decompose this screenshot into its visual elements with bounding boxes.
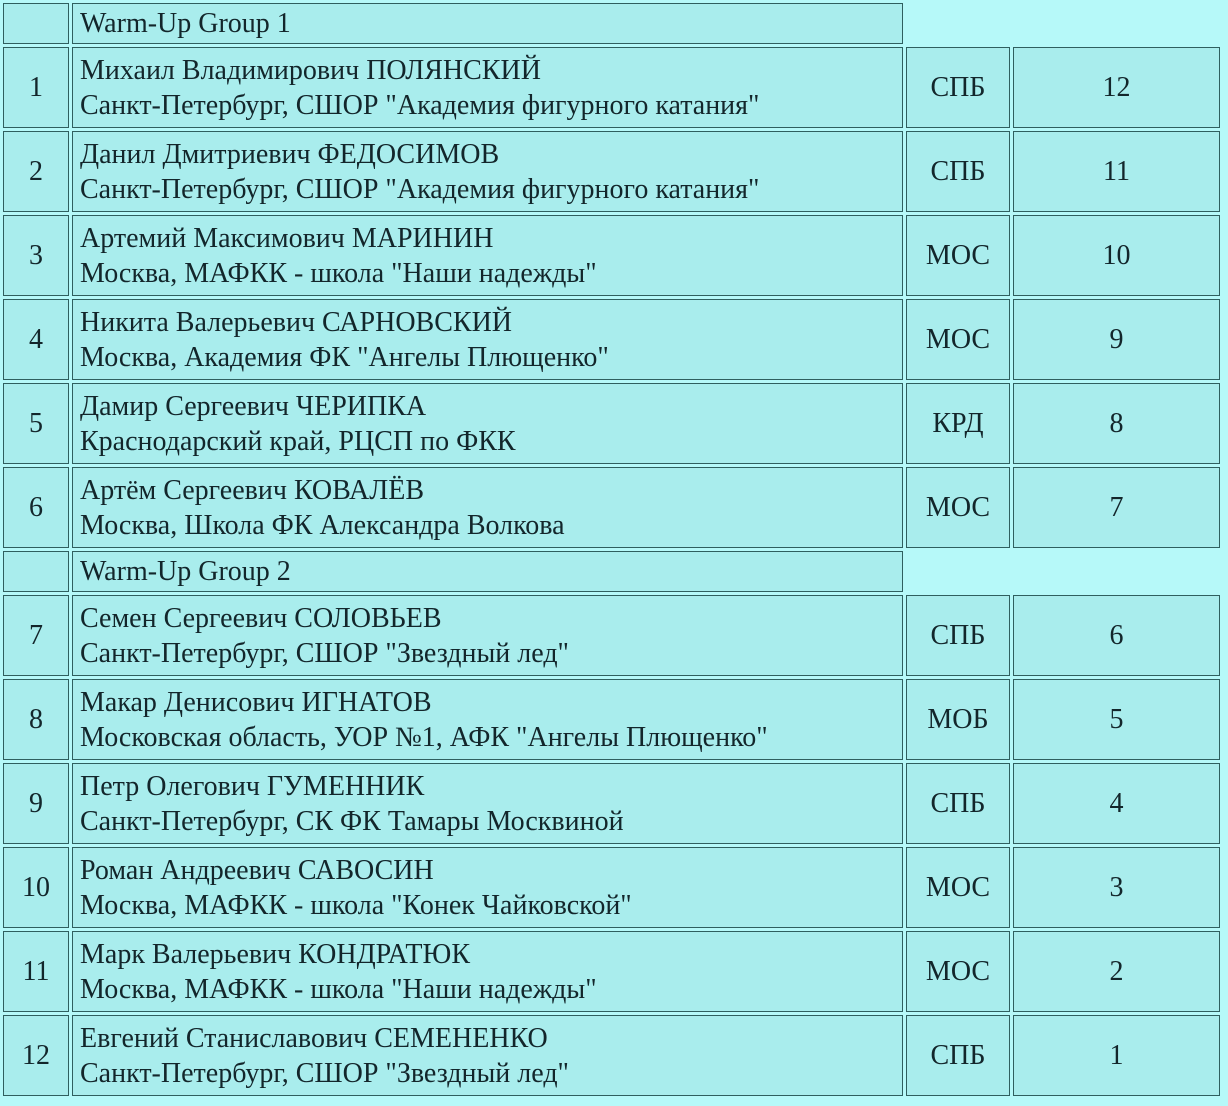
region-code: СПБ: [906, 131, 1010, 212]
skater-affiliation: Москва, МАФКК - школа "Конек Чайковской": [80, 889, 632, 921]
skater-row: [3, 467, 1220, 548]
row-number: 6: [3, 467, 69, 548]
start-number: 11: [1013, 131, 1220, 212]
skater-name: Семен Сергеевич СОЛОВЬЕВ: [80, 602, 442, 634]
skater-name: Никита Валерьевич САРНОВСКИЙ: [80, 306, 513, 338]
skater-cell: [72, 47, 903, 128]
start-number: 10: [1013, 215, 1220, 296]
skater-cell: [72, 847, 903, 928]
skater-affiliation: Санкт-Петербург, СШОР "Звездный лед": [80, 1057, 569, 1089]
skater-row: [3, 299, 1220, 380]
start-number: 9: [1013, 299, 1220, 380]
region-code: МОС: [906, 299, 1010, 380]
row-number: 10: [3, 847, 69, 928]
row-number: 3: [3, 215, 69, 296]
skater-cell: [72, 931, 903, 1012]
warmup-group-label: Warm-Up Group 1: [72, 3, 903, 44]
row-number: 11: [3, 931, 69, 1012]
skater-row: [3, 1015, 1220, 1096]
row-number: 12: [3, 1015, 69, 1096]
region-code: СПБ: [906, 763, 1010, 844]
region-code: СПБ: [906, 595, 1010, 676]
skater-affiliation: Москва, Школа ФК Александра Волкова: [80, 509, 565, 541]
start-number: 3: [1013, 847, 1220, 928]
start-order-table-body: [3, 3, 1220, 1096]
skater-cell: [72, 383, 903, 464]
skater-row: [3, 679, 1220, 760]
group-row-number-cell: [3, 3, 69, 44]
skater-row: [3, 47, 1220, 128]
skater-affiliation: Москва, Академия ФК "Ангелы Плющенко": [80, 341, 609, 373]
skater-cell: [72, 215, 903, 296]
warmup-group-header-row: [3, 551, 1220, 592]
skater-row: [3, 931, 1220, 1012]
row-number: 5: [3, 383, 69, 464]
skater-row: [3, 763, 1220, 844]
start-number: 12: [1013, 47, 1220, 128]
row-number: 7: [3, 595, 69, 676]
skater-affiliation: Санкт-Петербург, СШОР "Звездный лед": [80, 637, 569, 669]
start-number: 5: [1013, 679, 1220, 760]
region-code: МОС: [906, 847, 1010, 928]
skater-name: Данил Дмитриевич ФЕДОСИМОВ: [80, 138, 500, 170]
skater-name: Михаил Владимирович ПОЛЯНСКИЙ: [80, 54, 541, 86]
region-code: СПБ: [906, 47, 1010, 128]
start-number: 8: [1013, 383, 1220, 464]
skater-name: Артемий Максимович МАРИНИН: [80, 222, 494, 254]
row-number: 4: [3, 299, 69, 380]
skater-name: Дамир Сергеевич ЧЕРИПКА: [80, 390, 427, 422]
group-row-empty-cell: [906, 3, 1010, 44]
skater-row: [3, 215, 1220, 296]
skater-cell: [72, 595, 903, 676]
skater-affiliation: Москва, МАФКК - школа "Наши надежды": [80, 973, 597, 1005]
group-row-number-cell: [3, 551, 69, 592]
skater-name: Марк Валерьевич КОНДРАТЮК: [80, 938, 470, 970]
start-number: 4: [1013, 763, 1220, 844]
start-number: 1: [1013, 1015, 1220, 1096]
skater-affiliation: Санкт-Петербург, СК ФК Тамары Москвиной: [80, 805, 624, 837]
skater-affiliation: Санкт-Петербург, СШОР "Академия фигурного катания": [80, 173, 760, 205]
skater-row: [3, 595, 1220, 676]
skater-name: Макар Денисович ИГНАТОВ: [80, 686, 432, 718]
skater-row: [3, 383, 1220, 464]
skater-affiliation: Московская область, УОР №1, АФК "Ангелы Плющенко": [80, 721, 768, 753]
skater-affiliation: Москва, МАФКК - школа "Наши надежды": [80, 257, 597, 289]
skater-cell: [72, 763, 903, 844]
region-code: КРД: [906, 383, 1010, 464]
region-code: МОС: [906, 215, 1010, 296]
region-code: МОС: [906, 931, 1010, 1012]
row-number: 2: [3, 131, 69, 212]
warmup-group-header-row: [3, 3, 1220, 44]
group-row-empty-cell: [1013, 551, 1220, 592]
skater-cell: [72, 467, 903, 548]
start-number: 7: [1013, 467, 1220, 548]
start-number: 6: [1013, 595, 1220, 676]
group-row-empty-cell: [1013, 3, 1220, 44]
skater-cell: [72, 679, 903, 760]
skater-row: [3, 131, 1220, 212]
region-code: МОБ: [906, 679, 1010, 760]
skater-cell: [72, 299, 903, 380]
skater-row: [3, 847, 1220, 928]
region-code: МОС: [906, 467, 1010, 548]
row-number: 8: [3, 679, 69, 760]
skater-cell: [72, 131, 903, 212]
skater-name: Артём Сергеевич КОВАЛЁВ: [80, 474, 425, 506]
skater-name: Петр Олегович ГУМЕННИК: [80, 770, 425, 802]
group-row-empty-cell: [906, 551, 1010, 592]
skater-affiliation: Краснодарский край, РЦСП по ФКК: [80, 425, 516, 457]
start-number: 2: [1013, 931, 1220, 1012]
row-number: 9: [3, 763, 69, 844]
row-number: 1: [3, 47, 69, 128]
region-code: СПБ: [906, 1015, 1010, 1096]
skater-name: Евгений Станиславович СЕМЕНЕНКО: [80, 1022, 548, 1054]
skater-cell: [72, 1015, 903, 1096]
warmup-group-label: Warm-Up Group 2: [72, 551, 903, 592]
skater-affiliation: Санкт-Петербург, СШОР "Академия фигурного катания": [80, 89, 760, 121]
skater-name: Роман Андреевич САВОСИН: [80, 854, 434, 886]
